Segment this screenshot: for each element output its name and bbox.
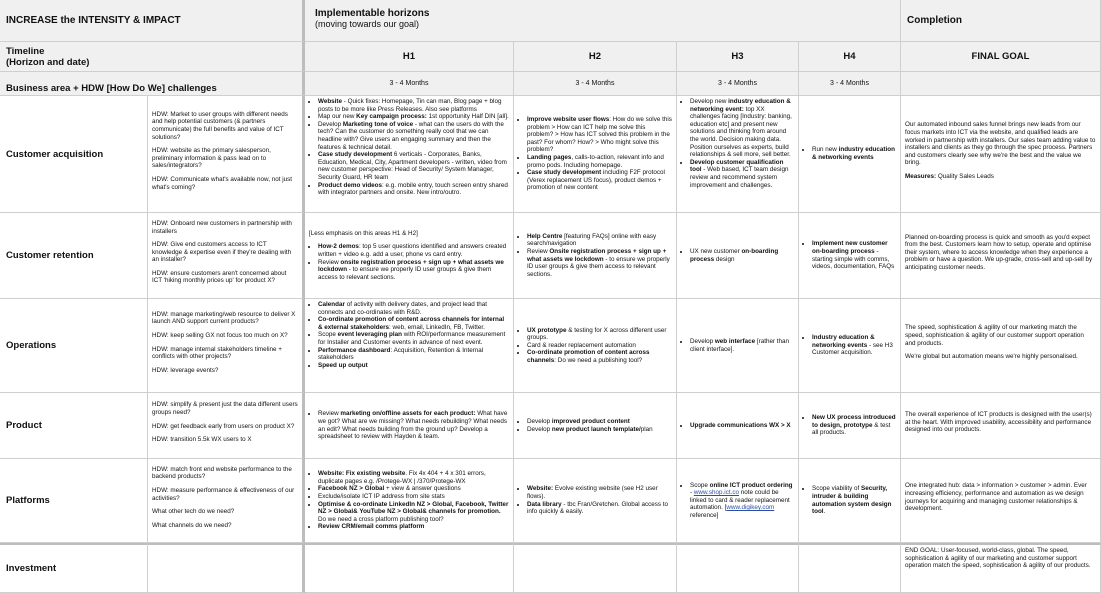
duration-h1: 3 - 4 Months [389,80,429,87]
prod-h2 [514,393,677,459]
plat-h1-item: • Optimise & co-ordinate LinkedIn NZ > Global, Facebook, Twitter NZ > Global& YouTube NZ > Global& channels for promotion. Do we need a cross platform publishing tool? [318,501,509,524]
completion-header [901,0,1101,42]
acq-h2-item: • Case study development including F2F protocol (Verex replacement US focus), product demos + promotion of new content [527,169,672,192]
col-h3 [677,42,799,72]
ret-hdw-3: HDW: ensure customers aren't concerned about ICT 'hiking monthly prices up' for product X? [152,269,287,285]
plat-h2-item: • Website: Evolve existing website (see H2 user flows). [527,485,672,500]
plat-h1-item: • Website: Fix existing website. Fix 4x 404 + 4 x 301 errors, duplicate pages e.g. /Protege-WX | /370/Protege-WX [318,470,509,485]
plat-hdw-4: What channels do we need? [152,521,232,529]
row-ret-title: Customer retention [6,250,94,261]
shop-link[interactable]: www.shop.ict.co [693,489,740,497]
completion-title: Completion [907,15,962,26]
row-label-operations [0,299,148,393]
business-label-cell [0,72,305,96]
horizons-title: Implementable horizons [315,8,430,19]
row-label-acquisition [0,96,148,213]
col-final [901,42,1101,72]
plat-h2-item: • Data library - tbc Fran/Gretchen. Global access to info quickly & easily. [527,501,672,516]
ops-h3-item: • Develop web interface [rather than client interface]. [690,338,794,353]
row-plat-title: Platforms [6,495,50,506]
ops-h1-item: • Co-ordinate promotion of content across channels for internal & external stakeholders: web, email, LinkedIn, FB, Twitter. [318,316,509,331]
prod-hdw [148,393,305,459]
ret-h3-item: • UX new customer on-boarding process design [690,248,794,263]
row-prod-title: Product [6,420,42,431]
ops-hdw-3: HDW: manage internal stakeholders timeline + conflicts with other projects? [152,345,282,361]
row-label-investment [0,543,148,593]
prod-h2-item: • Develop new product launch template/plan [527,426,672,434]
row-label-retention [0,213,148,299]
ret-h4 [799,213,901,299]
timeline-label: Timeline [6,46,45,57]
acq-hdw-3: HDW: Communicate what's available now, not just what's coming? [152,175,293,191]
ret-h1-note: [Less emphasis on this areas H1 & H2] [309,229,418,237]
prod-hdw-1: HDW: simplify & present just the data different users groups need? [152,401,298,416]
horizons-subtitle: (moving towards our goal) [315,19,420,29]
ret-h1-item: • How-2 demos: top 5 user questions identified and answers created written + video e.g. add a user, phone vs card entry. [318,243,509,258]
acq-h1-item: • Product demo videos: e.g. mobile entry, touch screen entry shared with integrator partners and onsite. New intro/outro. [318,182,509,197]
prod-h1 [305,393,514,459]
plat-h1 [305,459,514,543]
ops-h1-item: • Scope event leveraging plan with ROI/performance measurement for Installer and Customer events in advance of next event. [318,331,509,346]
horizons-header [305,0,901,42]
prod-h3 [677,393,799,459]
col-h4-label: H4 [843,51,856,62]
prod-hdw-3: HDW: transition 5.5k WX users to X [152,436,252,444]
ops-h2 [514,299,677,393]
ops-hdw [148,299,305,393]
ops-h4-item: • Industry education & networking events - see H3 Customer acquisition. [812,334,896,357]
inv-final-text: END GOAL: User-focused, world-class, global. The speed, sophistication & agility of our marketing and customer support operation match the speed, sophistication & agility of our products. [905,547,1091,570]
acq-h1-item: • Map our new Key campaign process: 1st opportunity Half DIN [all]. [318,113,509,121]
acq-h2-item: • Improve website user flows: How do we solve this problem > How can ICT help me solve this problem? > How has ICT solved this problem in the past? For whom? How? > Who might solve this problem? [527,116,672,154]
acq-final [901,96,1101,213]
inv-h1 [305,543,514,593]
acq-h4 [799,96,901,213]
duration-h3: 3 - 4 Months [718,80,757,87]
ops-h1-item: • Speed up output [318,362,509,370]
acq-measures: Measures: Quality Sales Leads [905,172,994,180]
ops-hdw-4: HDW: leverage events? [152,366,219,374]
ret-h4-item: • Implement new customer on-boarding process - starting simple with comms, videos, documentation, FAQs [812,240,896,270]
inv-h4 [799,543,901,593]
prod-final-text: The overall experience of ICT products is designed with the user(s) at the heart. With improved usability, accessibility and performance designed into our products. [905,411,1092,434]
col-h3-label: H3 [731,51,744,62]
ret-hdw-1: HDW: Onboard new customers in partnership with installers [152,219,292,235]
col-h2-label: H2 [588,51,602,62]
inv-final [901,543,1101,593]
acq-h3-item: • Develop new industry education & networking event: top XX challenges facing [Industry: banking, education etc] and present new solutions and thinking from around the world. Decision making data. Position ourselves as experts, build relationships & sell more, sell better. [690,98,794,159]
ops-hdw-1: HDW: manage marketing/web resource to deliver X launch AND support current products? [152,310,296,326]
ops-h1-item: • Performance dashboard: Acquisition, Retention & Internal stakeholders [318,347,509,362]
col-final-label: FINAL GOAL [971,51,1030,62]
business-final [901,72,1101,96]
timeline-label-cell [0,42,305,72]
plat-hdw-1: HDW: match front end website performance to the backend products? [152,465,292,481]
ops-final-1: The speed, sophistication & agility of our marketing match the speed, sophistication & agility of our customer support operation and products. [905,324,1084,347]
acq-h2 [514,96,677,213]
intensity-title: INCREASE the INTENSITY & IMPACT [6,15,181,26]
col-h1-label: H1 [402,51,416,62]
timeline-sub: (Horizon and date) [6,57,90,68]
acq-hdw [148,96,305,213]
ops-h2-item: • Card & reader replacement automation [527,342,672,350]
col-h1 [305,42,514,72]
acq-h3-item: • Develop customer qualification tool - Web based, ICT team design review and recommend system improvement and challenges. [690,159,794,189]
ops-h4 [799,299,901,393]
ret-final-text: Planned on-boarding process is quick and smooth as you'd expect from the best. Customers learn how to setup, operate and optimise their system, where to access knowledge when they experience a problem or have a question. We up-grade, cross-sell and up-sell by anticipating customer needs. [905,233,1093,271]
ops-h3 [677,299,799,393]
business-h4 [799,72,901,96]
ops-h2-item: • Co-ordinate promotion of content across channels: Do we need a publishing tool? [527,349,672,364]
ret-h1-item: • Review onsite registration process + sign up + what assets we lockdown - to ensure we properly ID user groups & give them access to relevant sections. [318,259,509,282]
row-ops-title: Operations [6,340,57,351]
plat-final-text: One integrated hub: data > information > customer > admin. Ever increasing efficiency, performance and automation as we design journeys for acquiring and managing customer relationships & development. [905,482,1087,513]
intensity-header [0,0,305,42]
ops-h2-item: • UX prototype & testing for X across different user groups. [527,327,672,342]
prod-h2-item: • Develop improved product content [527,418,672,426]
ops-hdw-2: HDW: keep selling GX not focus too much on X? [152,331,288,339]
inv-h2 [514,543,677,593]
acq-final-text: Our automated inbound sales funnel brings new leads from our focus markets into ICT via the website, and qualified leads are worked in partnership with installers. Our sales team adding value to installers and clients as they go through the spec process. Partners and customers clearly see why we're the best and the value we bring. [905,121,1096,167]
plat-h2 [514,459,677,543]
row-label-product [0,393,148,459]
business-h2 [514,72,677,96]
row-inv-title: Investment [6,563,57,574]
acq-h1-item: • Case study development 6 verticals - Corporates, Banks, Education, Medical, City, Apartment developers - written, video from new customer perspective: Head of Security/ System Manager, Security Guard, HR team [318,151,509,181]
digikey-link[interactable]: www.digikey.com [726,504,775,512]
prod-hdw-2: HDW: get feedback early from users on product X? [152,422,295,430]
inv-hdw [148,543,305,593]
plat-h4-item: • Scope viability of Security, intruder & building automation system design tool. [812,485,896,515]
plat-h4 [799,459,901,543]
ret-hdw-2: HDW: Give end customers access to ICT knowledge & expertise even if they're dealing with an installer? [152,241,292,264]
business-h1 [305,72,514,96]
duration-h2: 3 - 4 Months [575,80,615,87]
prod-final [901,393,1101,459]
row-label-platforms [0,459,148,543]
ret-final [901,213,1101,299]
plat-h3-item: • Scope online ICT product ordering - www.shop.ict.co note could be linked to card & reader replacement automation. [www.digikey.com reference] [690,482,794,520]
inv-h3 [677,543,799,593]
acq-h1-item: • Website - Quick fixes: Homepage, Tin can man, Blog page + blog posts to be more like Press Releases. Also see platforms [318,98,509,113]
prod-h3-item: • Upgrade communications WX > X [690,422,794,430]
acq-h1-item: • Develop Marketing tone of voice - what can the users do with the tech? Can the customer do something really cool that we can headline with? Give users an engaging summary and then the features & technical detail. [318,121,509,151]
plat-final [901,459,1101,543]
ops-h1-item: • Calendar of activity with delivery dates, and project lead that connects and co-ordinates with R&D. [318,301,509,316]
ops-final-2: We're global but automation means we're highly personalised. [905,353,1078,361]
business-label: Business area + HDW [How Do We] challenges [6,83,217,94]
plat-hdw [148,459,305,543]
ops-final [901,299,1101,393]
business-h3 [677,72,799,96]
col-h2 [514,42,677,72]
plat-h3 [677,459,799,543]
plat-h1-item: • Exclude/isolate ICT IP address from site stats [318,493,509,501]
acq-h4-item: • Run new industry education & networking events [812,146,896,161]
col-h4 [799,42,901,72]
ret-h3 [677,213,799,299]
prod-h4 [799,393,901,459]
ret-hdw [148,213,305,299]
ret-h1 [305,213,514,299]
plat-h1-item: • Review CRM/email comms platform [318,523,509,531]
acq-h3 [677,96,799,213]
acq-hdw-1: HDW: Market to user groups with different needs and help potential customers (& partners communicate) the full benefits and value of ICT solutions? [152,110,288,141]
plat-hdw-2: HDW: measure performance & effectiveness of our activities? [152,486,295,502]
ret-h2-item: • Review Onsite registration process + sign up + what assets we lockdown - to ensure we properly ID user groups & give them access to relevant sections. [527,248,672,278]
ops-h1 [305,299,514,393]
row-acq-title: Customer acquisition [6,148,104,160]
prod-h1-item: • Review marketing on/offline assets for each product: What have we got? What are we missing? What needs rebuilding? What needs an edit? What needs building from the ground up? Develop a spreadsheet to review with Hayden & team. [318,410,509,440]
acq-hdw-2: HDW: website as the primary salesperson, preliminary information & pass lead on to sales/integrators? [152,147,271,170]
acq-h1 [305,96,514,213]
plat-hdw-3: What other tech do we need? [152,508,235,516]
prod-h4-item: • New UX process introduced to design, prototype & test all products. [812,414,896,437]
acq-h2-item: • Landing pages, calls-to-action, relevant info and promo pods. Including homepage. [527,154,672,169]
ret-h2-item: • Help Centre [featuring FAQs] online with easy search/navigation [527,233,672,248]
ret-h2 [514,213,677,299]
duration-h4: 3 - 4 Months [830,80,869,87]
plat-h1-item: • Facebook NZ > Global + view & answer questions [318,485,509,493]
